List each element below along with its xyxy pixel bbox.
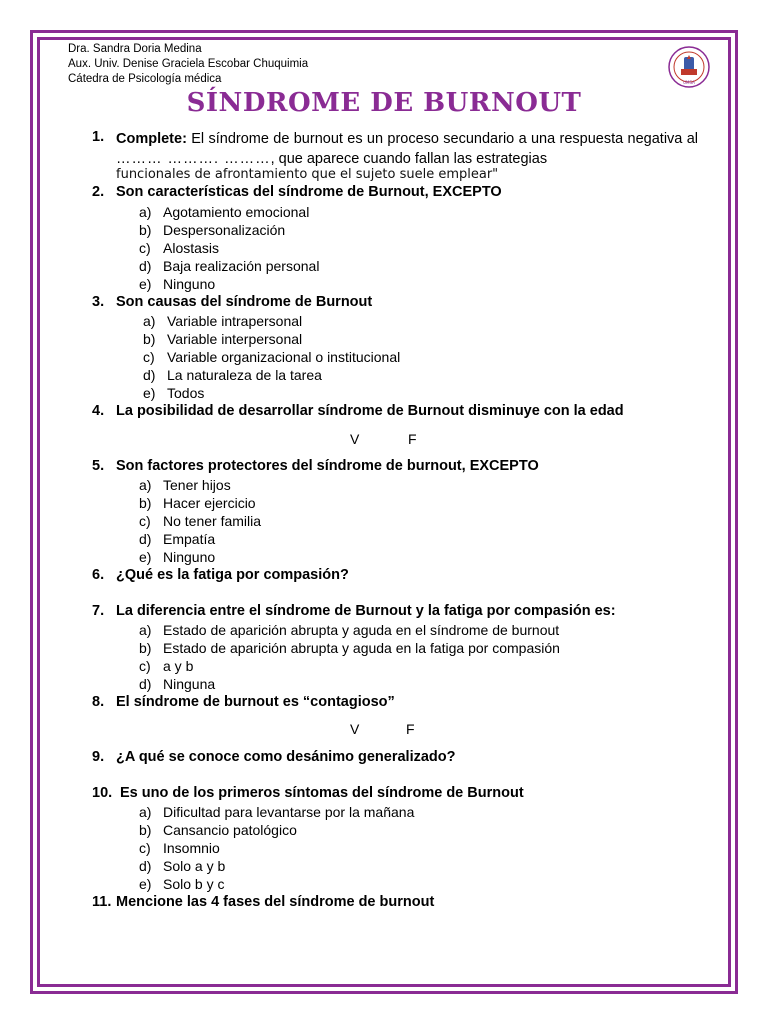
header-info (68, 42, 308, 87)
question-2: 2. Son características del síndrome de Burnout, EXCEPTO (92, 184, 502, 200)
q2-option-a: a) Agotamiento emocional (139, 204, 310, 220)
question-5: 5. Son factores protectores del síndrome de burnout, EXCEPTO (92, 458, 539, 474)
q4-true-option: V (350, 431, 360, 447)
question-4: 4. La posibilidad de desarrollar síndrome de Burnout disminuye con la edad (92, 403, 624, 419)
q3-option-c: c) Variable organizacional o institucional (143, 349, 401, 365)
q3-option-b: b) Variable interpersonal (143, 331, 303, 347)
question-1-number: 1. (92, 129, 105, 145)
q8-true-option: V (350, 721, 360, 737)
q2-option-d: d) Baja realización personal (139, 258, 320, 274)
document-title: SÍNDROME DE BURNOUT (186, 88, 582, 118)
q2-option-e: e) Ninguno (139, 276, 216, 292)
q5-option-d: d) Empatía (139, 531, 216, 547)
q10-option-d: d) Solo a y b (139, 858, 226, 874)
assistant-line: Aux. Univ. Denise Graciela Escobar Chuquimia (68, 58, 309, 70)
q2-option-b: b) Despersonalización (139, 222, 286, 238)
q8-false-option: F (406, 721, 415, 737)
q7-option-a: a) Estado de aparición abrupta y aguda en el síndrome de burnout (139, 622, 560, 638)
q10-option-b: b) Cansancio patológico (139, 822, 297, 838)
question-6: 6. ¿Qué es la fatiga por compasión? (92, 567, 349, 583)
question-1-continuation: funcionales de afrontamiento que el sujeto suele emplear" (116, 167, 499, 182)
q7-option-c: c) a y b (139, 658, 194, 674)
question-7: 7. La diferencia entre el síndrome de Burnout y la fatiga por compasión es: (92, 603, 616, 619)
q5-option-c: c) No tener familia (139, 513, 262, 529)
question-10: 10. Es uno de los primeros síntomas del síndrome de Burnout (92, 785, 524, 801)
q3-option-a: a) Variable intrapersonal (143, 313, 303, 329)
q7-option-b: b) Estado de aparición abrupta y aguda en la fatiga por compasión (139, 640, 560, 656)
author-line: Dra. Sandra Doria Medina (68, 43, 202, 55)
question-11: 11. Mencione las 4 fases del síndrome de burnout (92, 894, 435, 910)
q5-option-a: a) Tener hijos (139, 477, 231, 493)
question-3: 3. Son causas del síndrome de Burnout (92, 294, 373, 310)
q5-option-e: e) Ninguno (139, 549, 216, 565)
question-1-text: Complete: El síndrome de burnout es un proceso secundario a una respuesta negativa al ……… ………. ………, que aparece cuando fallan las estrategias (116, 131, 698, 167)
q3-option-d: d) La naturaleza de la tarea (143, 367, 322, 383)
q5-option-b: b) Hacer ejercicio (139, 495, 256, 511)
svg-text:UMSA: UMSA (683, 80, 695, 85)
q10-option-a: a) Dificultad para levantarse por la mañana (139, 804, 415, 820)
q4-false-option: F (408, 431, 417, 447)
q10-option-c: c) Insomnio (139, 840, 220, 856)
q10-option-e: e) Solo b y c (139, 876, 225, 892)
question-8: 8. El síndrome de burnout es “contagioso” (92, 694, 395, 710)
q3-option-e: e) Todos (143, 385, 205, 401)
q7-option-d: d) Ninguna (139, 676, 216, 692)
faculty-logo (667, 45, 711, 89)
department-line: Cátedra de Psicología médica (68, 73, 222, 85)
q2-option-c: c) Alostasis (139, 240, 220, 256)
question-9: 9. ¿A qué se conoce como desánimo generalizado? (92, 749, 456, 765)
